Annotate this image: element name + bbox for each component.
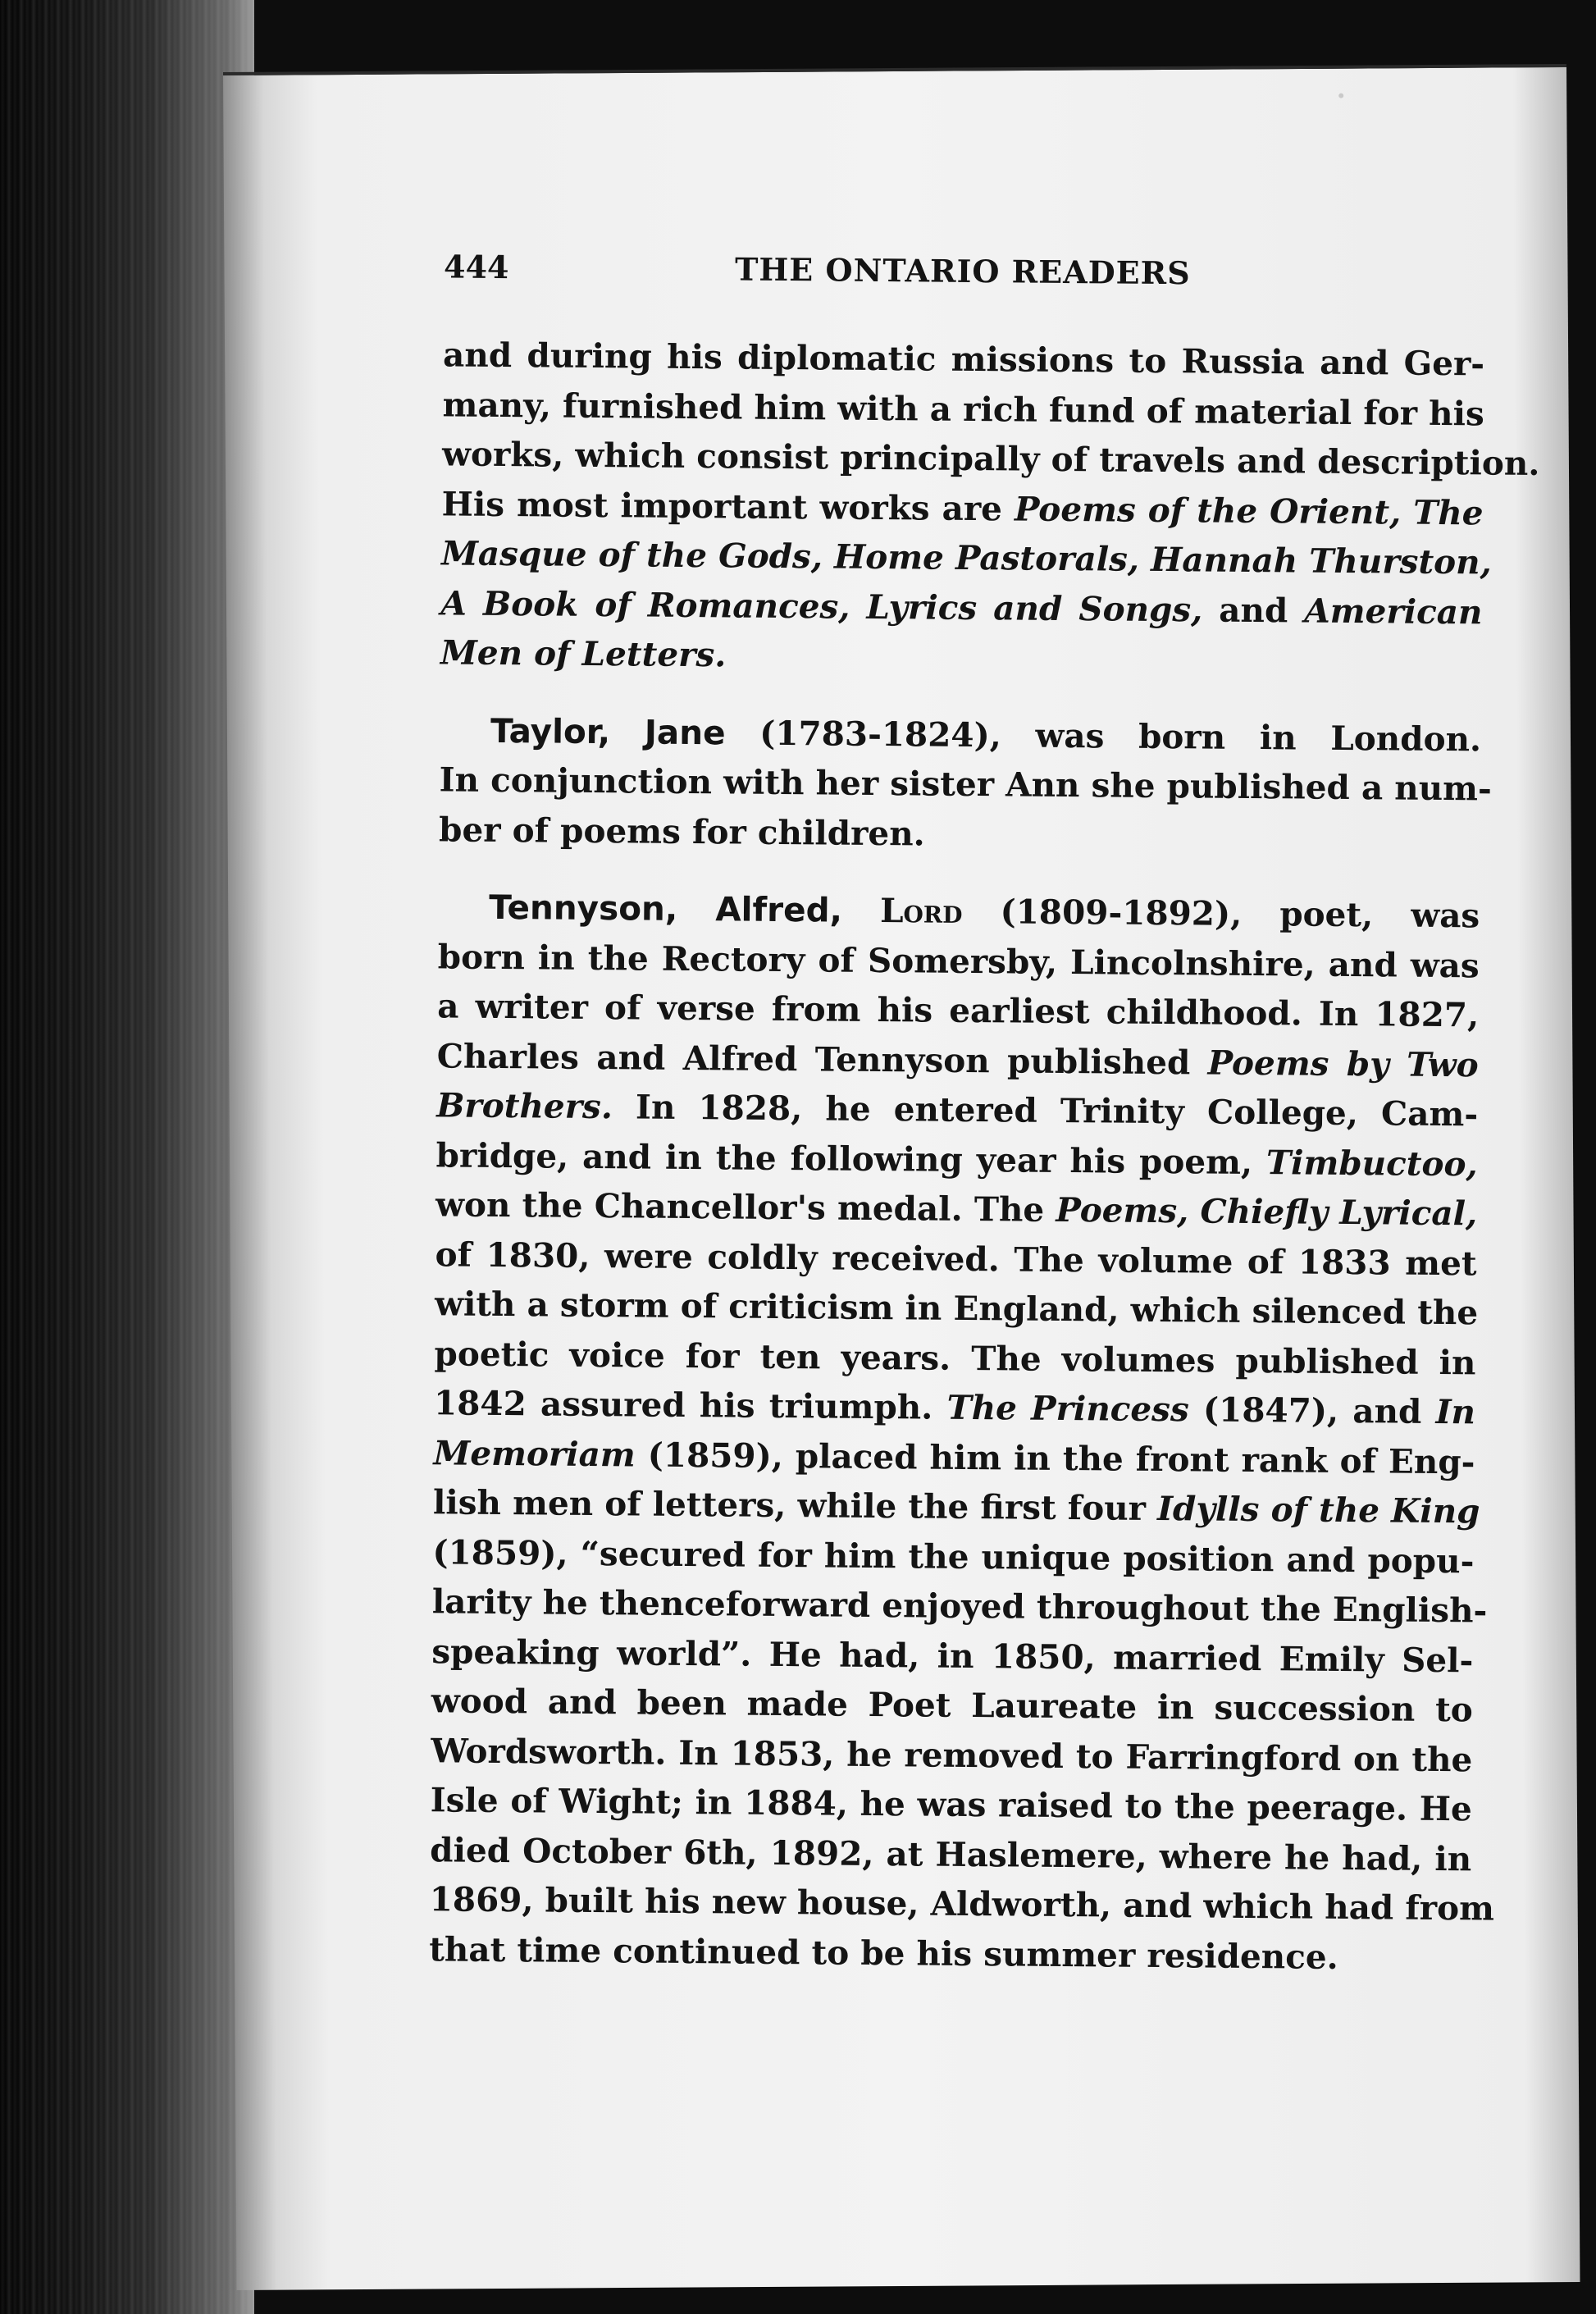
text-line: born in the Rectory of Somersby, Lincolnshire, and was [437, 936, 1480, 985]
text-line [440, 528, 1492, 587]
text-line: with a storm of criticism in England, which silenced the [434, 1284, 1479, 1333]
text-line: many, furnished him with a rich fund of material for his [442, 384, 1485, 433]
text-line: In conjunction with her sister Ann she published a num- [439, 760, 1493, 809]
work-title: Men of Letters. [440, 632, 727, 675]
running-head [444, 248, 1486, 314]
book-page [223, 64, 1580, 2290]
scan-speck [1338, 94, 1343, 98]
work-title: American [1304, 591, 1483, 632]
text-line: wood and been made Poet Laureate in succession to [431, 1681, 1474, 1730]
text-segment: (1859), placed him in the front rank of Eng- [635, 1434, 1475, 1481]
text-line: and during his diplomatic missions to Russia and Ger- [442, 335, 1485, 384]
text-line: larity he thenceforward enjoyed throughout the English- [431, 1581, 1488, 1631]
text-line [433, 1428, 1475, 1487]
text-line: poetic voice for ten years. The volumes published in [434, 1333, 1476, 1382]
text-segment: Charles and Alfred Tennyson published [436, 1035, 1208, 1083]
text-line: works, which consist principally of travels and description. [441, 434, 1540, 484]
work-title: The Princess [946, 1387, 1189, 1430]
running-title: THE ONTARIO READERS [734, 250, 1191, 292]
entry-name: Taylor, Jane [490, 710, 726, 752]
text-line: Isle of Wight; in 1884, he was raised to the peerage. He [430, 1780, 1472, 1829]
text-line: a writer of verse from his earliest childhood. In 1827, [437, 986, 1480, 1035]
text-line: 1869, built his new house, Aldworth, and which had from [429, 1879, 1495, 1928]
text-line [436, 1080, 1478, 1139]
work-title: Poems of the Orient, The [1014, 488, 1484, 532]
paragraph-taylor-jane [438, 705, 1493, 864]
work-title: Brothers. [435, 1085, 613, 1127]
work-title: In [1435, 1391, 1476, 1432]
text-segment: (1783-1824), was born in London. [725, 712, 1482, 759]
work-title: Poems, Chiefly Lyrical, [1056, 1189, 1478, 1234]
text-segment: won the Chancellor's medal. The [435, 1184, 1056, 1230]
text-segment: bridge, and in the following year his poem, [435, 1134, 1267, 1182]
work-title: Memoriam [433, 1432, 636, 1474]
text-line: Wordsworth. In 1853, he removed to Farringford on the [431, 1730, 1473, 1779]
text-segment: lish men of letters, while the first four [432, 1482, 1158, 1529]
text-line [438, 882, 1480, 941]
text-segment: (1809-1892), poet, was [962, 891, 1480, 936]
text-line [434, 1378, 1475, 1437]
work-title: Poems by Two [1207, 1043, 1479, 1084]
text-segment: and [1202, 589, 1305, 631]
text-segment: (1847), and [1188, 1390, 1436, 1431]
text-line: ber of poems for children. [438, 809, 925, 854]
text-line [440, 578, 1482, 637]
paragraph-tennyson [429, 882, 1495, 1983]
text-line [440, 628, 1482, 687]
page-text-block [429, 248, 1540, 2010]
work-title: A Book of Romances, Lyrics and Songs, [440, 582, 1203, 629]
entry-title: Lord [879, 891, 963, 931]
text-line: of 1830, were coldly received. The volume of 1833 met [435, 1234, 1477, 1283]
work-title: Timbuctoo, [1265, 1142, 1478, 1184]
text-line: died October 6th, 1892, at Haslemere, where he had, in [430, 1829, 1472, 1878]
text-line [436, 1031, 1478, 1090]
entry-name: Tennyson, Alfred, [489, 887, 843, 930]
text-line [435, 1130, 1477, 1189]
text-line [440, 705, 1481, 764]
work-title: Idylls of the King [1156, 1489, 1480, 1531]
text-line [441, 479, 1483, 538]
text-line [432, 1477, 1480, 1536]
paragraph-taylor-bayard-continued [440, 330, 1540, 687]
text-line [435, 1180, 1477, 1239]
text-segment: In 1828, he entered Trinity College, Cam- [612, 1087, 1479, 1134]
text-line: that time continued to be his summer residence. [429, 1928, 1338, 1977]
book-binding-gutter [0, 0, 254, 2314]
page-number: 444 [443, 248, 509, 286]
text-line: (1859), “secured for him the unique position and popu- [432, 1531, 1475, 1581]
text-segment: 1842 assured his triumph. [433, 1383, 947, 1427]
text-segment: His most important works are [441, 483, 1015, 528]
work-title: Masque of the Gods, Home Pastorals, Hannah Thurston, [440, 533, 1492, 582]
text-line: speaking world”. He had, in 1850, married Emily Sel- [431, 1631, 1474, 1680]
